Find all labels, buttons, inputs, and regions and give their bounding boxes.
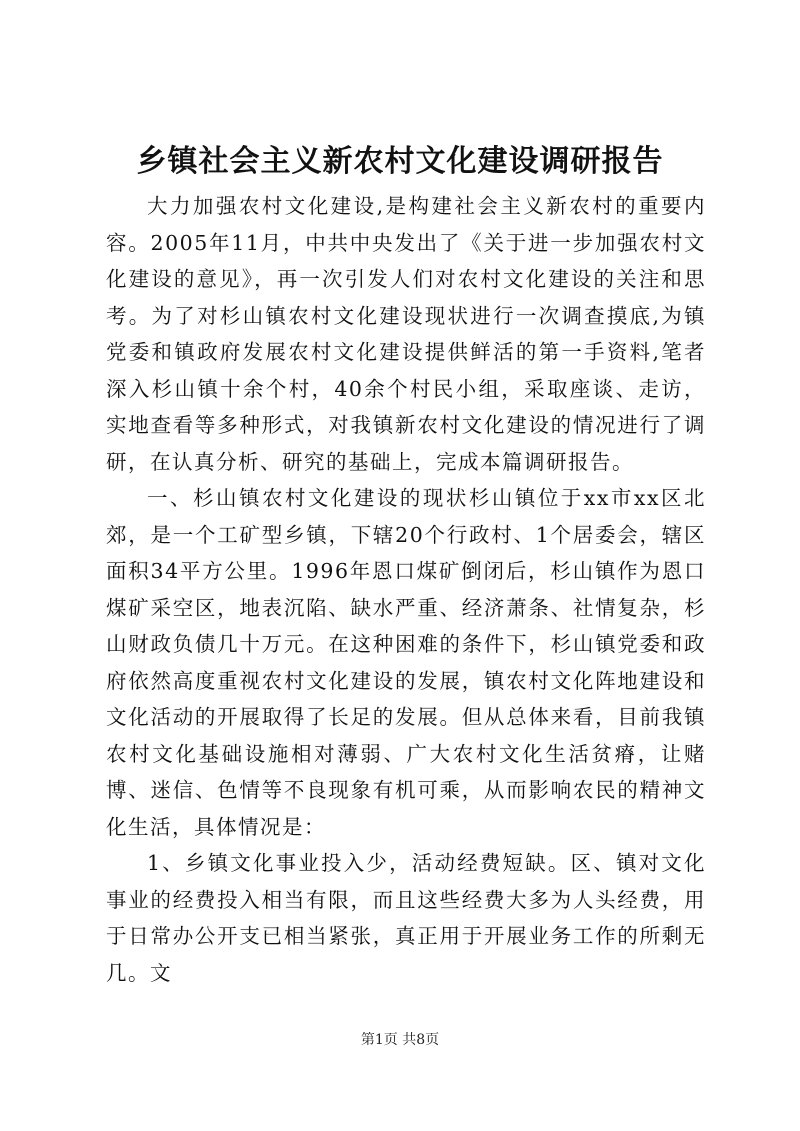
document-body	[106, 188, 706, 991]
page-number-footer: 第1页 共8页	[360, 1032, 440, 1048]
paragraph-item-one: 1、乡镇文化事业投入少，活动经费短缺。区、镇对文化事业的经费投入相当有限，而且这些经费大多为人头经费，用于日常办公开支已相当紧张，真正用于开展业务工作的所剩无几。文	[106, 851, 706, 985]
document-title: 乡镇社会主义新农村文化建设调研报告	[136, 144, 664, 179]
paragraph-section-one: 一、杉山镇农村文化建设的现状杉山镇位于xx市xx区北郊，是一个工矿型乡镇，下辖20个行政村、1个居委会，辖区面积34平方公里。1996年恩口煤矿倒闭后，杉山镇作为恩口煤矿采空区，地表沉陷、缺水严重、经济萧条、社情复杂，杉山财政负债几十万元。在这种困难的条件下，杉山镇党委和政府依然高度重视农村文化建设的发展，镇农村文化阵地建设和文化活动的开展取得了长足的发展。但从总体来看，目前我镇农村文化基础设施相对薄弱、广大农村文化生活贫瘠，让赌博、迷信、色情等不良现象有机可乘，从而影响农民的精神文化生活，具体情况是：	[106, 486, 706, 839]
paragraph-intro: 大力加强农村文化建设,是构建社会主义新农村的重要内容。2005年11月，中共中央发出了《关于进一步加强农村文化建设的意见》，再一次引发人们对农村文化建设的关注和思考。为了对杉山镇农村文化建设现状进行一次调查摸底,为镇党委和镇政府发展农村文化建设提供鲜活的第一手资料,笔者深入杉山镇十余个村，40余个村民小组，采取座谈、走访，实地查看等多种形式，对我镇新农村文化建设的情况进行了调研，在认真分析、研究的基础上，完成本篇调研报告。	[106, 194, 706, 474]
